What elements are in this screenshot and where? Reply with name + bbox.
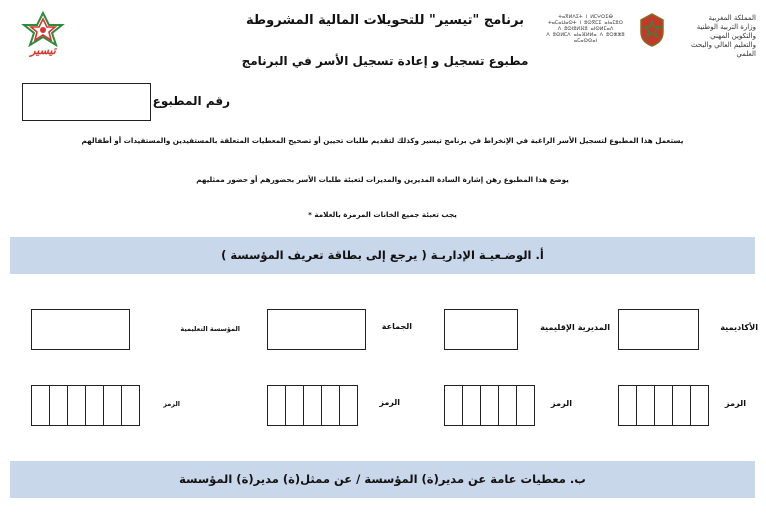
code-cell[interactable] xyxy=(103,385,122,426)
instruction-3: يجب تعبئة جميع الخانات المرمزة بالعلامة * xyxy=(308,210,457,219)
code-cell[interactable] xyxy=(444,385,463,426)
section-b-title: ب. معطيات عامة عن مدير(ة) المؤسسة / عن ممثل(ة) مدير(ة) المؤسسة xyxy=(179,472,586,486)
instruction-1: يستعمل هذا المطبوع لتسجيل الأسر الراغبة في الإنخراط في برنامج تيسير وكذلك لتقديم طلبات تحيين أو تصحيح المعطيات المتعلقة بالمستفيدين والمستفيدات أو أطفالهم xyxy=(81,136,684,145)
directorate-code-label: الرمز xyxy=(550,398,572,408)
code-cell[interactable] xyxy=(618,385,637,426)
code-cell[interactable] xyxy=(654,385,673,426)
code-cell[interactable] xyxy=(31,385,50,426)
code-cell[interactable] xyxy=(672,385,691,426)
code-cell[interactable] xyxy=(267,385,286,426)
instruction-2: يوضع هذا المطبوع رهن إشارة السادة المديرين والمديرات لتعبئة طلبات الأسر بحضورهم أو حضور ممثليهم xyxy=(196,175,569,184)
academy-code-label: الرمز xyxy=(724,398,746,408)
academy-code-grid[interactable] xyxy=(618,385,709,426)
code-cell[interactable] xyxy=(321,385,340,426)
page-subtitle: مطبوع تسجيل و إعادة تسجيل الأسر في البرنامج xyxy=(241,54,529,68)
commune-code-label: الرمز xyxy=(379,398,400,407)
code-cell[interactable] xyxy=(636,385,655,426)
star-logo-icon xyxy=(12,10,74,48)
commune-label: الجماعة xyxy=(381,322,412,331)
code-cell[interactable] xyxy=(285,385,304,426)
academy-label: الأكاديمية xyxy=(720,322,758,332)
directorate-code-grid[interactable] xyxy=(444,385,535,426)
page-title: برنامج "تيسير" للتحويلات المالية المشروطة xyxy=(245,13,525,28)
commune-field[interactable] xyxy=(267,309,366,350)
form-number-field[interactable] xyxy=(22,83,151,121)
code-cell[interactable] xyxy=(85,385,104,426)
coat-of-arms-icon xyxy=(637,12,667,48)
code-cell[interactable] xyxy=(49,385,68,426)
form-number-label: رقم المطبوع xyxy=(152,94,230,108)
institution-code-label: الرمز xyxy=(163,400,180,408)
section-a-title: أ. الوضـعيـة الإداريـة ( يرجع إلى بطاقة تعريف المؤسسة ) xyxy=(221,248,544,262)
code-cell[interactable] xyxy=(462,385,481,426)
code-cell[interactable] xyxy=(121,385,140,426)
tayssir-logo xyxy=(12,10,74,60)
directorate-field[interactable] xyxy=(444,309,518,350)
code-cell[interactable] xyxy=(303,385,322,426)
code-cell[interactable] xyxy=(67,385,86,426)
institution-label: المؤسسة التعليمية xyxy=(180,325,240,333)
section-a-header xyxy=(10,237,755,274)
code-cell[interactable] xyxy=(339,385,358,426)
logo-text: تيسير xyxy=(30,44,56,57)
academy-field[interactable] xyxy=(618,309,699,350)
ministry-arabic: المملكة المغربية وزارة التربية الوطنية والتكوين المهني والتعليم العالي والبحث العلمي xyxy=(690,14,756,58)
commune-code-grid[interactable] xyxy=(267,385,358,426)
ministry-tifinagh: ⵜⴰⴳⵍⴷⵉⵜ ⵏ ⵍⵎⵖⵔⵉⴱ ⵜⴰⵎⴰⵡⴰⵙⵜ ⵏ ⵓⵙⴳⵎⵉ ⴰⵏⴰⵎⵓⵔ ⴷ ⵓⵙⵏⵓⵍⴼⵓ ⴰⵏⵙⵍⵎⴰⴷ ⴷ ⵓⵙⵍⵎⴷ ⴰⵏⴰⴼⵍⵍⴰ ⴷ ⵓⵔⵣⵣⵓ ⴰⵎⴰⵙⵙⴰⵏ xyxy=(546,14,625,44)
code-cell[interactable] xyxy=(498,385,517,426)
institution-field[interactable] xyxy=(31,309,130,350)
section-b-header xyxy=(10,461,755,498)
directorate-label: المديرية الإقليمية xyxy=(540,322,610,332)
code-cell[interactable] xyxy=(480,385,499,426)
institution-code-grid[interactable] xyxy=(31,385,140,426)
